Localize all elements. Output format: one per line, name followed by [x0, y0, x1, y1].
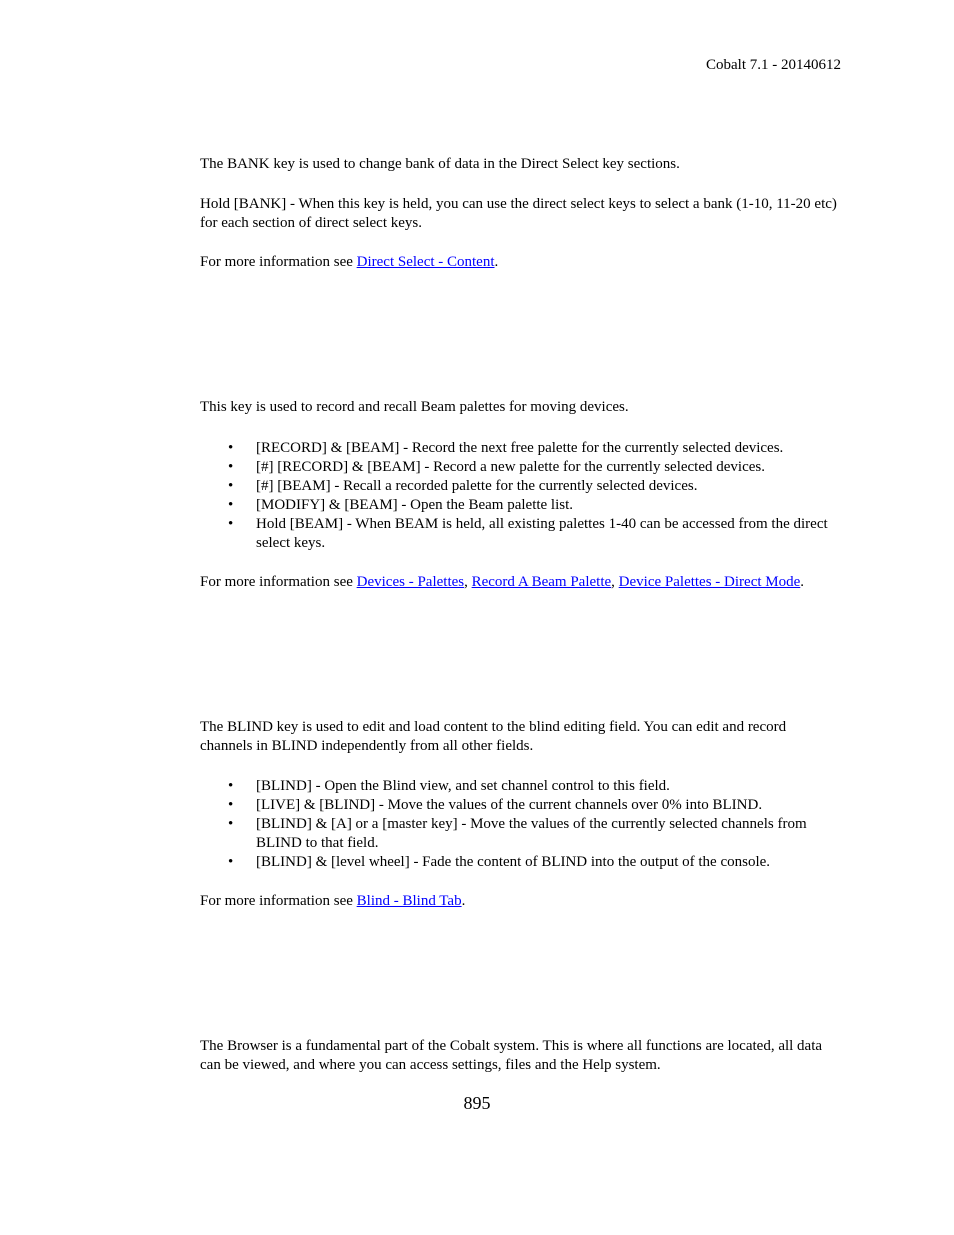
blind-bullet-list	[228, 777, 840, 872]
bullet-text: [BLIND] & [level wheel] - Fade the content of BLIND into the output of the console.	[256, 854, 771, 870]
bank-more-info	[200, 253, 840, 272]
link-blind-blind-tab[interactable]: Blind - Blind Tab	[356, 893, 462, 909]
more-info-suffix: .	[494, 254, 499, 270]
blind-more-info	[200, 892, 840, 911]
more-info-prefix: For more information see	[200, 254, 357, 270]
list-item	[228, 477, 840, 496]
more-info-suffix: .	[800, 574, 805, 590]
link-devices-palettes[interactable]: Devices - Palettes	[356, 574, 465, 590]
bullet-text: [RECORD] & [BEAM] - Record the next free palette for the currently selected devices.	[256, 440, 784, 456]
page-number: 895	[463, 1093, 491, 1113]
list-item	[228, 777, 840, 796]
bullet-icon: •	[228, 797, 234, 813]
bullet-icon: •	[228, 497, 234, 513]
link-separator: ,	[611, 574, 619, 590]
bullet-text: [LIVE] & [BLIND] - Move the values of the current channels over 0% into BLIND.	[256, 797, 763, 813]
browser-intro: The Browser is a fundamental part of the Cobalt system. This is where all functions are located, all data can be viewed, and where you can access settings, files and the Help system.	[200, 1038, 823, 1073]
more-info-prefix: For more information see	[200, 574, 357, 590]
bullet-text: [BLIND] - Open the Blind view, and set channel control to this field.	[256, 778, 670, 794]
bullet-text: [BLIND] & [A] or a [master key] - Move the values of the currently selected channels from BLIND to that field.	[256, 816, 807, 851]
link-direct-select-content[interactable]: Direct Select - Content	[356, 254, 495, 270]
bank-intro: The BANK key is used to change bank of data in the Direct Select key sections.	[200, 156, 680, 172]
list-item	[228, 439, 840, 458]
beam-bullet-list	[228, 439, 840, 553]
more-info-suffix: .	[461, 893, 466, 909]
bullet-text: [MODIFY] & [BEAM] - Open the Beam palette list.	[256, 497, 574, 513]
bullet-icon: •	[228, 478, 234, 494]
bullet-icon: •	[228, 778, 234, 794]
page-header-version: Cobalt 7.1 - 20140612	[706, 57, 841, 73]
bullet-icon: •	[228, 854, 234, 870]
list-item	[228, 815, 840, 853]
link-device-palettes-direct-mode[interactable]: Device Palettes - Direct Mode	[618, 574, 801, 590]
bank-hold-description: Hold [BANK] - When this key is held, you can use the direct select keys to select a bank (1-10, 11-20 etc) for each section of direct select keys.	[200, 196, 837, 231]
list-item	[228, 496, 840, 515]
bullet-icon: •	[228, 459, 234, 475]
blind-intro: The BLIND key is used to edit and load content to the blind editing field. You can edit and record channels in BLIND independently from all other fields.	[200, 719, 787, 754]
list-item	[228, 796, 840, 815]
list-item	[228, 458, 840, 477]
link-record-a-beam-palette[interactable]: Record A Beam Palette	[471, 574, 612, 590]
bullet-icon: •	[228, 816, 234, 832]
bullet-icon: •	[228, 440, 234, 456]
beam-intro: This key is used to record and recall Beam palettes for moving devices.	[200, 399, 629, 415]
bullet-icon: •	[228, 516, 234, 532]
list-item	[228, 853, 840, 872]
list-item	[228, 515, 840, 553]
more-info-prefix: For more information see	[200, 893, 357, 909]
beam-more-info	[200, 573, 840, 592]
bullet-text: [#] [BEAM] - Recall a recorded palette for the currently selected devices.	[256, 478, 698, 494]
bullet-text: [#] [RECORD] & [BEAM] - Record a new palette for the currently selected devices.	[256, 459, 765, 475]
link-separator: ,	[464, 574, 472, 590]
bullet-text: Hold [BEAM] - When BEAM is held, all existing palettes 1-40 can be accessed from the direct select keys.	[256, 516, 828, 551]
